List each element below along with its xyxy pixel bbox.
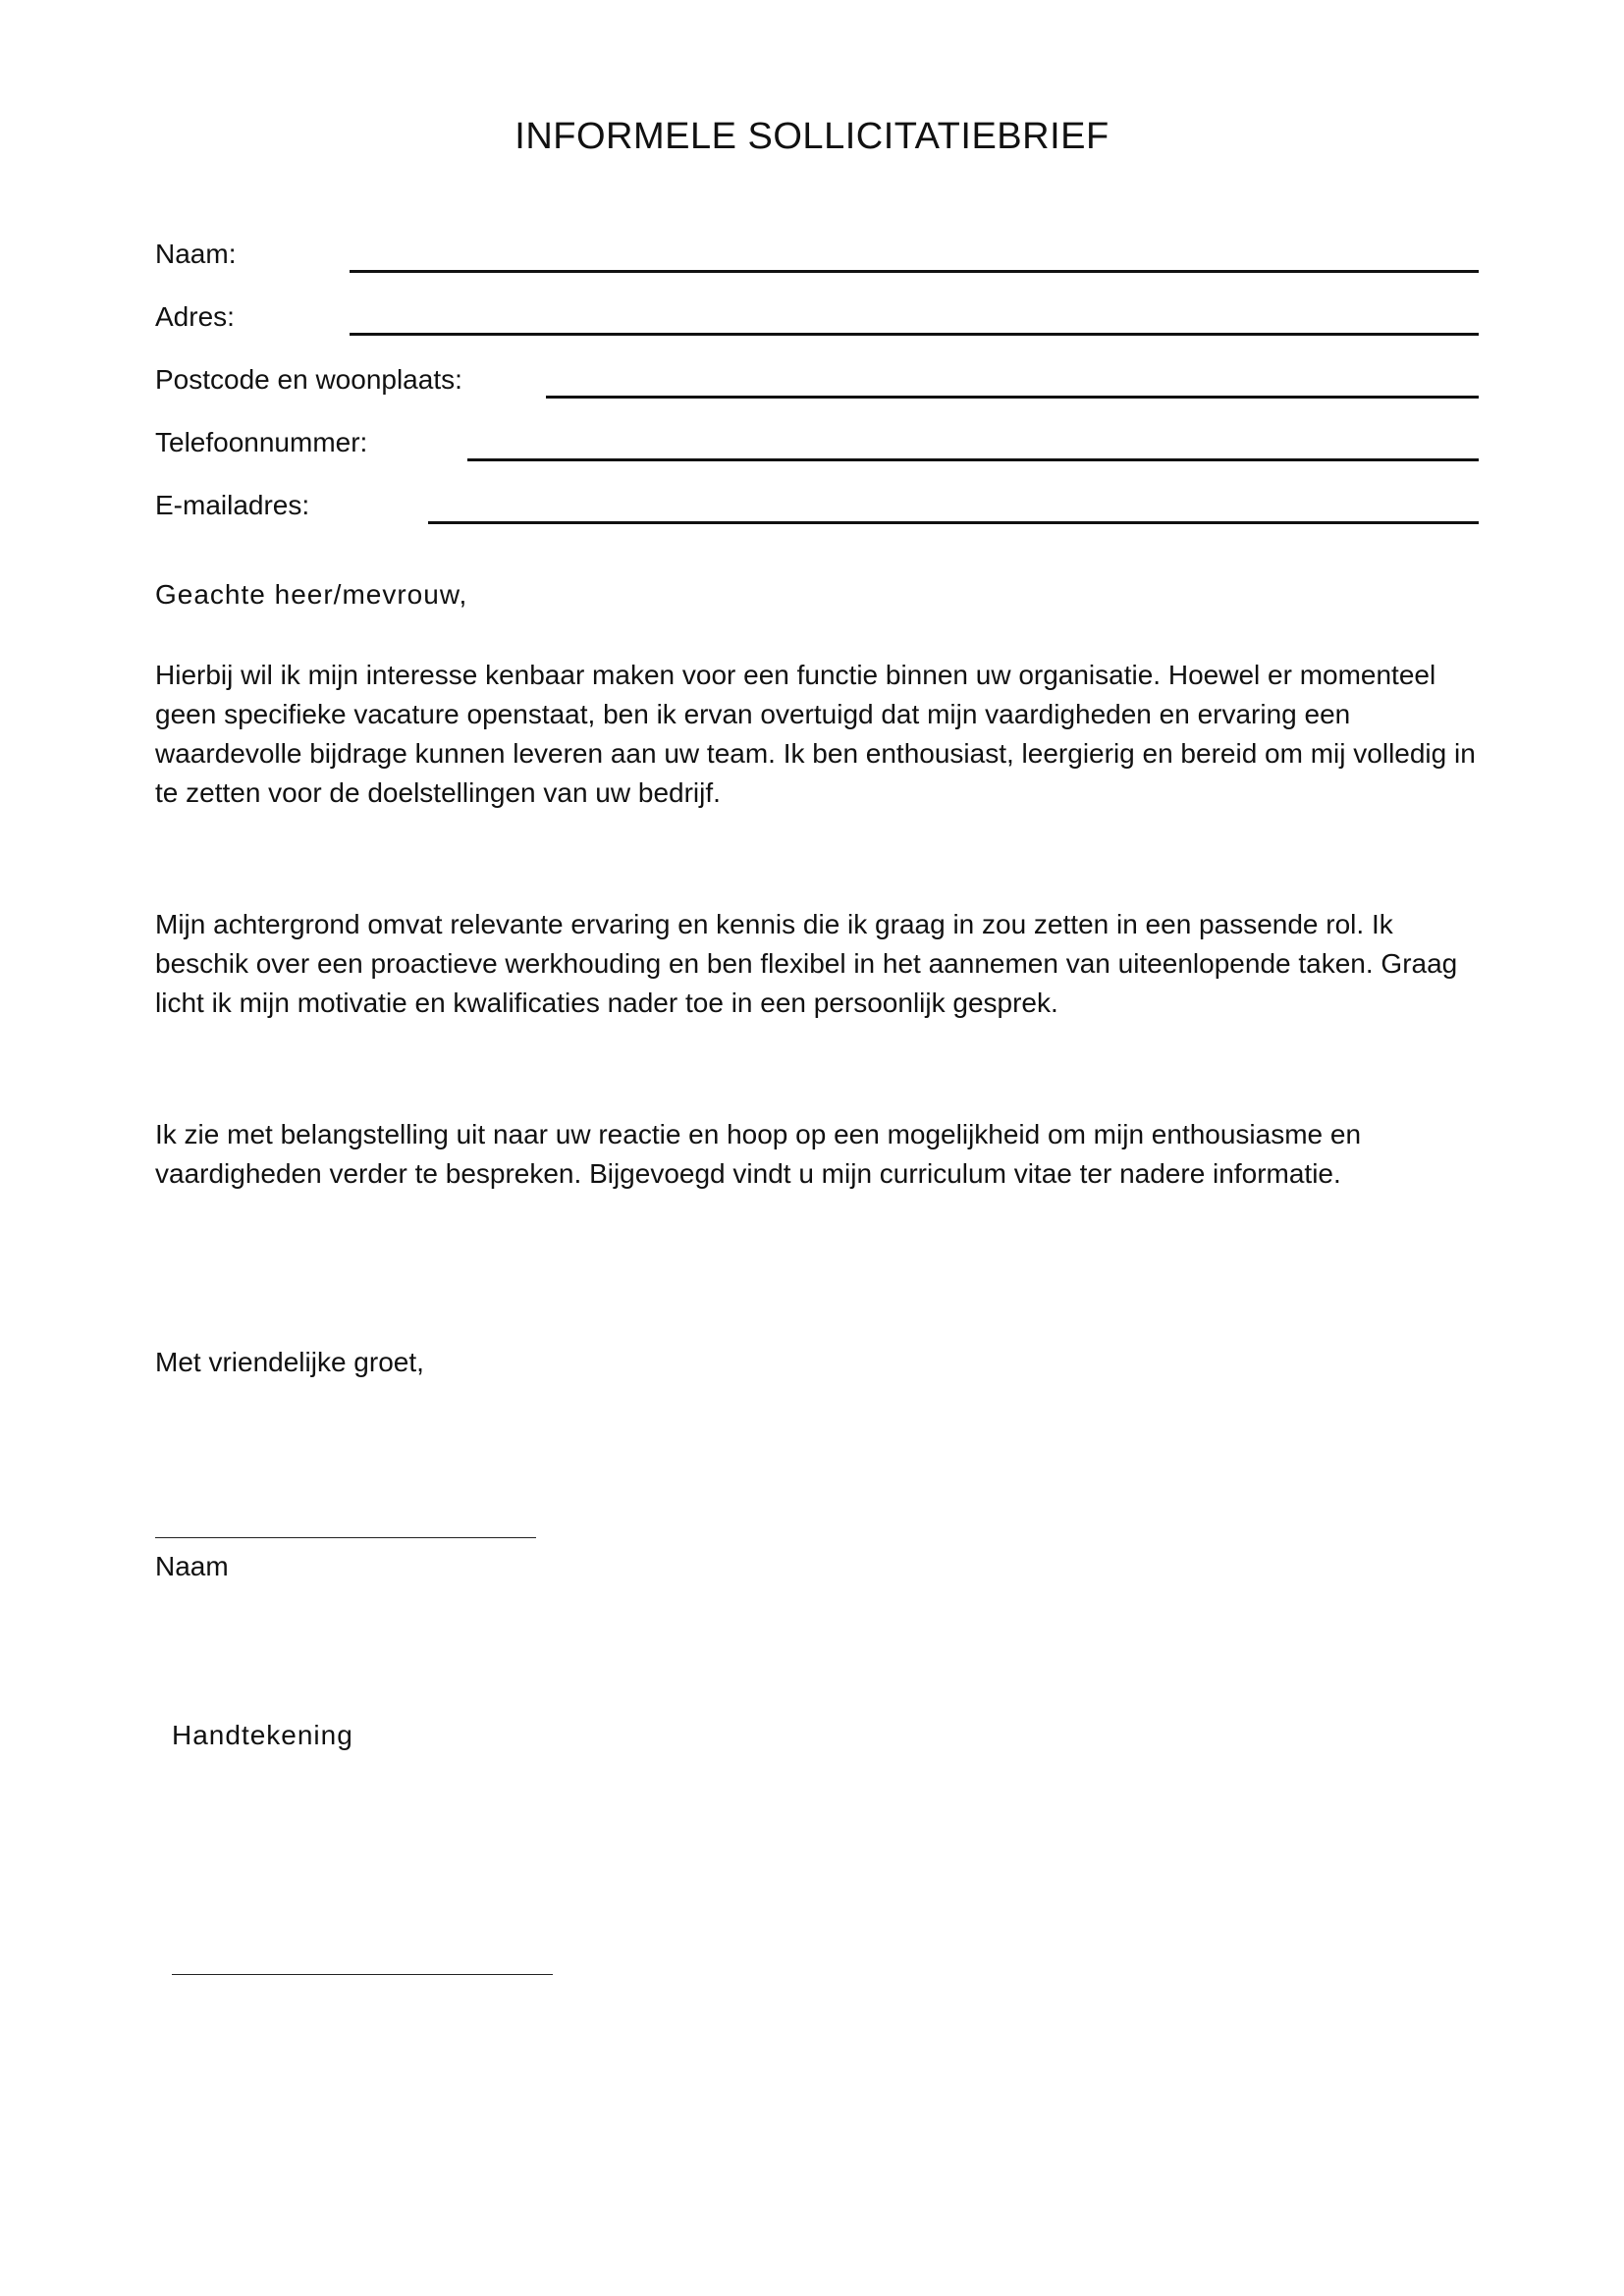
field-input-naam[interactable] [350, 270, 1479, 273]
signature-line[interactable] [172, 1974, 553, 1975]
paragraph-3: Ik zie met belangstelling uit naar uw reactie en hoop op een mogelijkheid om mijn enthousiasme en vaardigheden verder te bespreken. Bijgevoegd vindt u mijn curriculum vitae ter nadere informatie. [155, 1119, 1362, 1189]
field-label-naam: Naam: [155, 239, 237, 269]
field-label-adres: Adres: [155, 301, 235, 332]
field-label-postcode-woonplaats: Postcode en woonplaats: [155, 364, 462, 395]
signature-caption: Handtekening [172, 1720, 353, 1750]
paragraph-2: Mijn achtergrond omvat relevante ervaring en kennis die ik graag in zou zetten in een passende rol. Ik beschik over een proactieve werkhouding en ben flexibel in het aannemen van uiteenlopende taken. Graag licht ik mijn motivatie en kwalificaties nader toe in een persoonlijk gesprek. [155, 909, 1458, 1018]
field-label-emailadres: E-mailadres: [155, 490, 310, 520]
paragraph-1: Hierbij wil ik mijn interesse kenbaar maken voor een functie binnen uw organisatie. Hoewel er momenteel geen specifieke vacature openstaat, ben ik ervan overtuigd dat mijn vaardigheden en ervaring een waardevolle bijdrage kunnen leveren aan uw team. Ik ben enthousiast, leergierig en bereid om mij volledig in te zetten voor de doelstellingen van uw bedrijf. [155, 660, 1476, 808]
field-input-postcode-woonplaats[interactable] [546, 396, 1479, 399]
field-label-telefoonnummer: Telefoonnummer: [155, 427, 368, 457]
name-line[interactable] [155, 1537, 536, 1538]
name-caption: Naam [155, 1551, 229, 1581]
field-input-emailadres[interactable] [428, 521, 1479, 524]
document-title: INFORMELE SOLLICITATIEBRIEF [514, 116, 1110, 157]
field-input-telefoonnummer[interactable] [467, 458, 1479, 461]
salutation: Geachte heer/mevrouw, [155, 579, 468, 610]
closing: Met vriendelijke groet, [155, 1347, 424, 1377]
field-input-adres[interactable] [350, 333, 1479, 336]
